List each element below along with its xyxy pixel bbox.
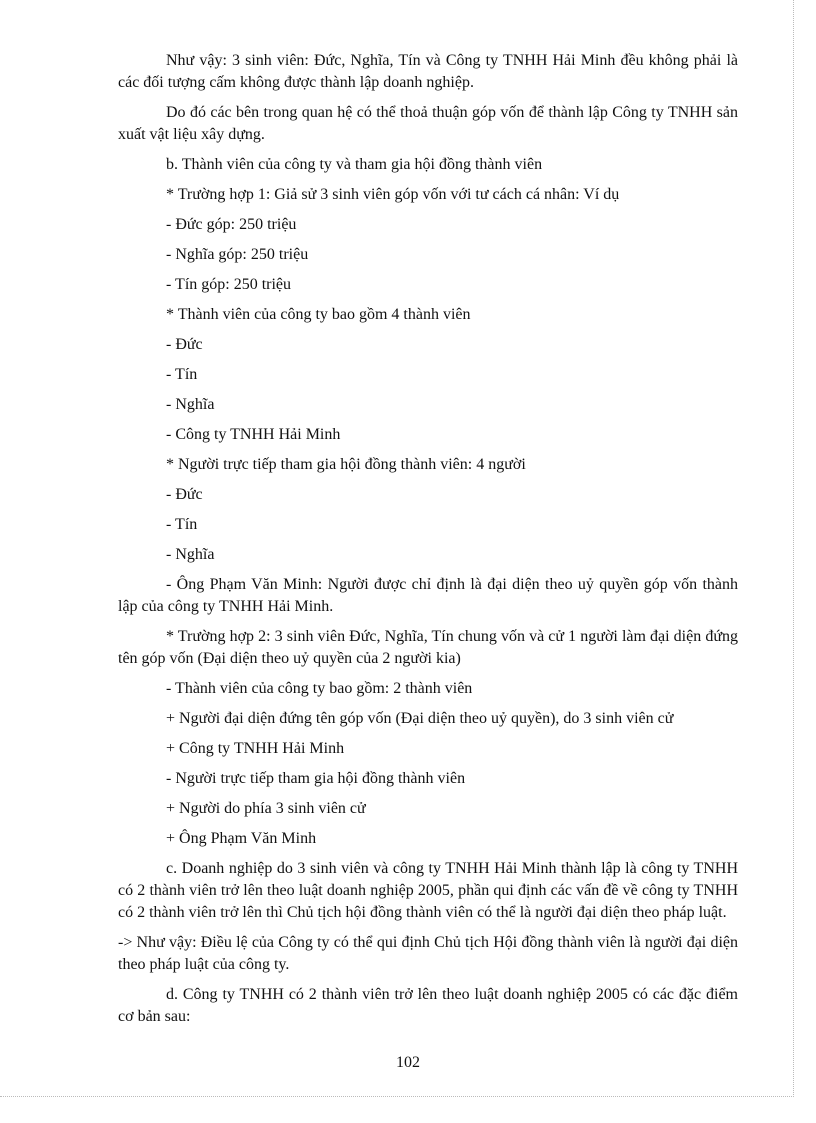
list-item: - Tín (166, 366, 198, 383)
page-border-right (793, 0, 794, 1097)
paragraph-conclusion-2: Do đó các bên trong quan hệ có thể thoả thuận góp vốn để thành lập Công ty TNHH sản xuất vật liệu xây dựng. (118, 104, 738, 143)
list-item: - Nghĩa (166, 396, 215, 413)
page-number: 102 (396, 1054, 420, 1071)
page-border-bottom (0, 1096, 794, 1097)
members-heading: * Thành viên của công ty bao gồm 4 thành viên (166, 306, 471, 323)
list-item: + Người do phía 3 sinh viên cử (166, 800, 366, 817)
paragraph-conclusion-1: Như vậy: 3 sinh viên: Đức, Nghĩa, Tín và Công ty TNHH Hải Minh đều không phải là các đối tượng cấm không được thành lập doanh nghiệp. (118, 52, 738, 91)
list-item: - Đức (166, 336, 203, 353)
list-item: + Công ty TNHH Hải Minh (166, 740, 345, 757)
list-item: - Công ty TNHH Hải Minh (166, 426, 341, 443)
list-item: + Người đại diện đứng tên góp vốn (Đại diện theo uỷ quyền), do 3 sinh viên cử (166, 710, 674, 727)
paragraph-representative: - Ông Phạm Văn Minh: Người được chỉ định là đại diện theo uỷ quyền góp vốn thành lập của công ty TNHH Hải Minh. (118, 576, 738, 615)
list-item: - Tín (166, 516, 198, 533)
case-2-heading: * Trường hợp 2: 3 sinh viên Đức, Nghĩa, Tín chung vốn và cử 1 người làm đại diện đứng tên góp vốn (Đại diện theo uỷ quyền của 2 người kia) (118, 628, 738, 667)
section-c-paragraph: c. Doanh nghiệp do 3 sinh viên và công ty TNHH Hải Minh thành lập là công ty TNHH có 2 thành viên trở lên theo luật doanh nghiệp 2005, phần qui định các vấn đề về công ty TNHH có 2 thành viên trở lên thì Chủ tịch hội đồng thành viên có thể là người đại diện theo pháp luật. (118, 860, 738, 921)
list-item: - Nghĩa góp: 250 triệu (166, 246, 309, 263)
case-1-heading: * Trường hợp 1: Giả sử 3 sinh viên góp vốn với tư cách cá nhân: Ví dụ (166, 186, 620, 203)
list-item: - Tín góp: 250 triệu (166, 276, 292, 293)
list-item: - Thành viên của công ty bao gồm: 2 thành viên (166, 680, 473, 697)
conclusion-arrow-paragraph: -> Như vậy: Điều lệ của Công ty có thể qui định Chủ tịch Hội đồng thành viên là người đại diện theo pháp luật của công ty. (118, 934, 738, 973)
list-item: - Người trực tiếp tham gia hội đồng thành viên (166, 770, 466, 787)
list-item: - Nghĩa (166, 546, 215, 563)
council-heading: * Người trực tiếp tham gia hội đồng thành viên: 4 người (166, 456, 526, 473)
list-item: - Đức góp: 250 triệu (166, 216, 297, 233)
list-item: + Ông Phạm Văn Minh (166, 830, 317, 847)
section-d-paragraph: d. Công ty TNHH có 2 thành viên trở lên theo luật doanh nghiệp 2005 có các đặc điểm cơ bản sau: (118, 986, 738, 1025)
section-heading-b: b. Thành viên của công ty và tham gia hội đồng thành viên (166, 156, 543, 173)
list-item: - Đức (166, 486, 203, 503)
